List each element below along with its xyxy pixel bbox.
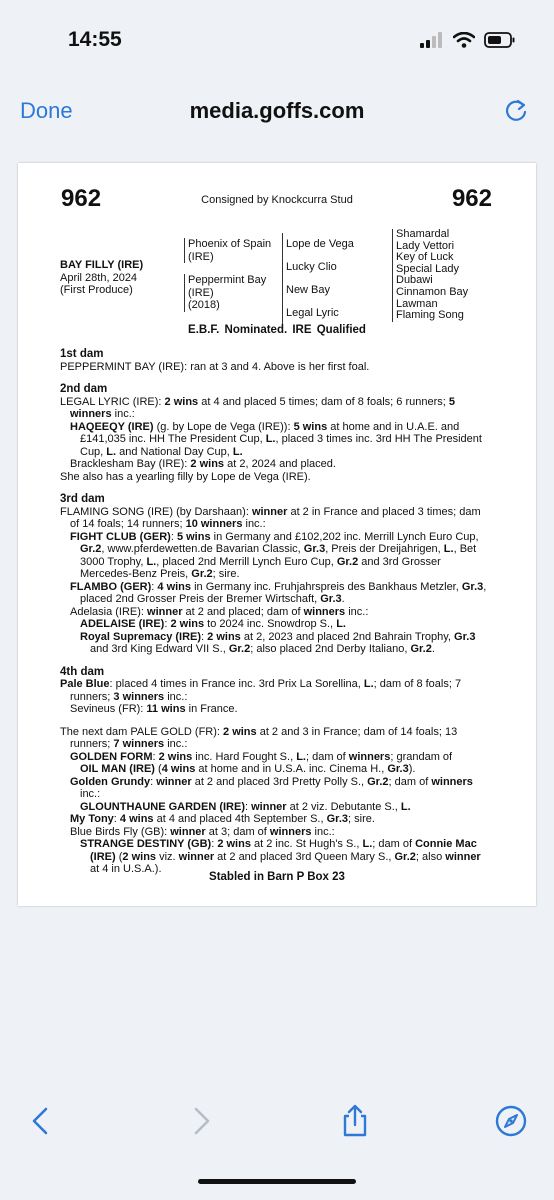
t: ; dam of bbox=[388, 775, 432, 788]
yearling-note: She also has a yearling filly by Lope de Vega (IRE). bbox=[60, 470, 311, 483]
t: winner bbox=[445, 850, 481, 863]
t: 2 wins bbox=[122, 850, 157, 863]
t: ; sire. bbox=[212, 568, 240, 580]
t: : bbox=[170, 530, 177, 543]
t: Gr.2 bbox=[336, 555, 359, 568]
t: Bracklesham Bay (IRE): bbox=[70, 458, 191, 470]
t: Gr.2 bbox=[228, 643, 251, 655]
t: Gr.3 bbox=[326, 813, 349, 825]
great-grandparent: Lady Vettori bbox=[396, 239, 455, 252]
t: : bbox=[151, 580, 158, 593]
progeny-royal-supremacy bbox=[60, 631, 492, 656]
t: ; dam of bbox=[372, 838, 416, 850]
t: FLAMING SONG (IRE) (by Darshaan): bbox=[60, 505, 252, 518]
t: L. bbox=[443, 543, 454, 555]
wifi-icon bbox=[453, 32, 475, 48]
t: FIGHT CLUB (GER) bbox=[70, 530, 171, 543]
done-button[interactable]: Done bbox=[20, 98, 73, 123]
dam-line3: (2018) bbox=[188, 299, 220, 311]
t: winner bbox=[251, 800, 287, 813]
t: Gr.3 bbox=[320, 593, 342, 605]
fourth-dam-heading: 4th dam bbox=[60, 665, 105, 678]
home-indicator bbox=[198, 1179, 356, 1184]
t: L. bbox=[363, 678, 374, 690]
first-dam-text: PEPPERMINT BAY (IRE): ran at 3 and 4. Above is her first foal. bbox=[60, 360, 370, 373]
t: at home and in U.A.E. and £141,035 inc. HH The President Cup, bbox=[80, 420, 460, 445]
t: L. bbox=[296, 750, 306, 763]
t: Gr.3 bbox=[303, 543, 326, 555]
t: at 4 in U.S.A.). bbox=[90, 863, 162, 875]
progeny-oil-man bbox=[60, 763, 492, 776]
t: in Germany inc. Fruhjahrspreis des Bankhaus Metzler, bbox=[191, 580, 462, 593]
t: The next dam PALE GOLD (FR): bbox=[60, 725, 224, 738]
t: GOLDEN FORM bbox=[70, 750, 153, 763]
sire-line1: Phoenix of Spain bbox=[188, 238, 272, 250]
first-dam-heading: 1st dam bbox=[60, 348, 104, 360]
t: Gr.2 bbox=[367, 775, 389, 788]
t: Gr.2 bbox=[191, 568, 213, 580]
t: 7 winners bbox=[113, 738, 165, 750]
t: Gr.2 bbox=[394, 850, 416, 863]
progeny-haqeeqy bbox=[60, 421, 492, 459]
grandparent: Legal Lyric bbox=[286, 307, 339, 319]
t: inc. Hard Fought S., bbox=[192, 750, 297, 763]
t: and 3rd Grosser Mercedes-Benz Preis, bbox=[80, 555, 441, 580]
t: at 2 and 3 in France; dam of 14 foals; 13 runners; bbox=[70, 725, 458, 750]
t: at 2 viz. Debutante S., bbox=[286, 800, 401, 813]
t: Gr.3 bbox=[387, 763, 409, 775]
t: at 2 inc. St Hugh's S., bbox=[250, 838, 363, 850]
t: inc.: bbox=[345, 605, 369, 618]
signal-icon bbox=[420, 32, 444, 48]
t: L. bbox=[400, 800, 411, 813]
great-grandparent: Lawman bbox=[396, 297, 438, 310]
t: ). bbox=[408, 763, 416, 775]
t: ; sire. bbox=[348, 813, 375, 825]
share-icon[interactable] bbox=[338, 1104, 372, 1138]
progeny-golden-form bbox=[60, 751, 492, 764]
grandparent: Lucky Clio bbox=[286, 261, 337, 273]
t: , Bet 3000 Trophy, bbox=[80, 543, 477, 568]
t: : bbox=[211, 838, 218, 850]
t: 5 wins bbox=[176, 530, 211, 543]
second-dam-para bbox=[60, 396, 492, 421]
safari-compass-icon[interactable] bbox=[494, 1104, 528, 1138]
second-dam-heading: 2nd dam bbox=[60, 383, 108, 395]
status-bar bbox=[0, 0, 554, 80]
t: : bbox=[113, 813, 120, 825]
progeny-my-tony bbox=[60, 813, 492, 826]
progeny-flambo bbox=[60, 581, 492, 606]
t: GLOUNTHAUNE GARDEN (IRE) bbox=[80, 800, 245, 813]
t: inc.: bbox=[111, 408, 135, 420]
grandparent: Lope de Vega bbox=[286, 238, 354, 250]
t: L. bbox=[362, 838, 373, 850]
t: Pale Blue bbox=[60, 678, 110, 690]
progeny-glounthaune-garden bbox=[60, 801, 492, 814]
t: Adelasia (IRE): bbox=[70, 605, 148, 618]
t: at 2, 2024 and placed. bbox=[224, 458, 336, 470]
horse-dob: April 28th, 2024 bbox=[60, 271, 138, 284]
great-grandparent: Special Lady bbox=[396, 262, 459, 275]
t: Gr.2 bbox=[80, 543, 102, 555]
nomination-line: E.B.F. Nominated. IRE Qualified bbox=[188, 324, 366, 336]
t: L. bbox=[265, 433, 276, 445]
t: inc.: bbox=[311, 825, 335, 838]
t: winner bbox=[156, 775, 192, 788]
progeny-fight-club bbox=[60, 531, 492, 581]
t: 2 wins bbox=[190, 458, 225, 470]
t: winner bbox=[178, 850, 215, 863]
t: Gr.3 bbox=[461, 580, 484, 593]
t: : bbox=[152, 750, 159, 763]
dam-line1: Peppermint Bay bbox=[188, 274, 267, 286]
next-dam-para bbox=[60, 726, 492, 751]
t: 2 wins bbox=[223, 725, 257, 738]
t: : bbox=[201, 630, 208, 643]
t: FLAMBO (GER) bbox=[70, 580, 152, 593]
t: at 2 and placed; dam of bbox=[182, 605, 304, 618]
t: winner bbox=[251, 505, 288, 518]
t: ; dam of bbox=[305, 750, 349, 763]
t: 2 wins bbox=[158, 750, 193, 763]
great-grandparent: Shamardal bbox=[396, 228, 450, 240]
t: : bbox=[245, 800, 252, 813]
t: at 2 and placed 3rd Queen Mary S., bbox=[214, 850, 395, 863]
t: 10 winners bbox=[185, 518, 243, 530]
horse-note: (First Produce) bbox=[60, 284, 133, 296]
progeny-adelasia bbox=[60, 606, 492, 619]
t: 2 wins bbox=[170, 618, 205, 630]
t: L. bbox=[232, 445, 243, 458]
t: 3 winners bbox=[113, 690, 165, 703]
consignor: Consigned by Knockcurra Stud bbox=[201, 194, 353, 206]
t: in Germany and £102,202 inc. Merrill Lynch Euro Cup, bbox=[210, 530, 479, 543]
t: . bbox=[341, 593, 345, 605]
t: HAQEEQY (IRE) bbox=[70, 420, 154, 433]
pedigree-sire bbox=[184, 238, 276, 263]
battery-icon bbox=[484, 32, 516, 48]
back-icon[interactable] bbox=[24, 1104, 58, 1138]
t: at 2 in France and placed 3 times; dam of 14 foals; 14 runners; bbox=[70, 505, 481, 530]
t: (g. by Lope de Vega (IRE)): bbox=[153, 420, 294, 433]
progeny-sevineus bbox=[60, 703, 492, 716]
great-grandparent: Flaming Song bbox=[396, 309, 464, 322]
t: Gr.2 bbox=[410, 643, 432, 655]
t: LEGAL LYRIC (IRE): bbox=[60, 395, 165, 408]
stabled-location: Stabled in Barn P Box 23 bbox=[209, 871, 345, 883]
progeny-strange-destiny bbox=[60, 838, 492, 876]
t: 5 winners bbox=[70, 395, 455, 420]
t: : bbox=[150, 775, 157, 788]
t: ; grandam of bbox=[390, 750, 453, 763]
progeny-golden-grundy bbox=[60, 776, 492, 801]
t: . bbox=[431, 643, 435, 655]
progeny-blue-birds-fly bbox=[60, 826, 492, 839]
browser-top-bar bbox=[0, 82, 554, 138]
great-grandparent: Cinnamon Bay bbox=[396, 285, 469, 298]
t: : placed 4 times in France inc. 3rd Prix La Sorellina, bbox=[109, 678, 364, 690]
forward-icon[interactable] bbox=[184, 1104, 218, 1138]
t: Connie Mac (IRE) bbox=[90, 838, 477, 863]
t: My Tony bbox=[70, 813, 114, 825]
third-dam-para bbox=[60, 506, 492, 531]
t: inc.: bbox=[164, 738, 188, 750]
t: and National Day Cup, bbox=[116, 445, 233, 458]
t: L. bbox=[146, 555, 157, 568]
t: at 3; dam of bbox=[205, 825, 270, 838]
progeny-adelaise bbox=[60, 618, 492, 631]
t: OIL MAN (IRE) bbox=[80, 763, 155, 775]
t: winner bbox=[170, 825, 206, 838]
catalogue-page[interactable] bbox=[18, 163, 536, 906]
t: L. bbox=[106, 445, 117, 458]
t: at 2, 2023 and placed 2nd Bahrain Trophy, bbox=[240, 630, 455, 643]
progeny-bracklesham bbox=[60, 458, 492, 471]
t: STRANGE DESTINY (GB) bbox=[80, 838, 212, 850]
status-time: 14:55 bbox=[68, 28, 122, 51]
t: at 4 and placed 4th September S., bbox=[153, 813, 327, 825]
t: winners bbox=[348, 750, 391, 763]
t: , placed 3 times inc. 3rd HH The President Cup, bbox=[80, 433, 482, 458]
t: inc.: bbox=[80, 788, 101, 800]
t: winner bbox=[147, 605, 183, 618]
sire-line2: (IRE) bbox=[188, 250, 214, 263]
t: winners bbox=[303, 605, 346, 618]
t: 11 wins bbox=[146, 703, 186, 715]
t: , placed 2nd Merrill Lynch Euro Cup, bbox=[156, 555, 337, 568]
pedigree-notes bbox=[60, 348, 492, 876]
t: ; dam of 8 foals; 7 runners; bbox=[70, 678, 462, 703]
pedigree-grandparents bbox=[282, 233, 386, 325]
t: 2 wins bbox=[217, 838, 251, 850]
great-grandparent: Key of Luck bbox=[396, 251, 454, 264]
pedigree-great-grandparents bbox=[392, 229, 506, 322]
t: 2 wins bbox=[164, 395, 199, 408]
t: at home and in U.S.A. inc. Cinema H., bbox=[195, 763, 388, 775]
t: viz. bbox=[156, 850, 179, 863]
t: Gr.3 bbox=[454, 630, 476, 643]
t: to 2024 inc. Snowdrop S., bbox=[204, 618, 337, 630]
dam-line2: (IRE) bbox=[188, 286, 214, 299]
t: winners bbox=[269, 825, 312, 838]
lot-number-left: 962 bbox=[61, 185, 102, 212]
grandparent: New Bay bbox=[286, 284, 331, 296]
reload-icon[interactable] bbox=[503, 98, 529, 124]
t: ( bbox=[115, 850, 123, 863]
t: 4 wins bbox=[157, 580, 192, 593]
t: inc.: bbox=[164, 690, 188, 703]
t: : bbox=[164, 618, 171, 630]
t: 2 wins bbox=[207, 630, 241, 643]
t: at 2 and placed 3rd Pretty Polly S., bbox=[191, 775, 368, 788]
t: ; also bbox=[415, 850, 446, 863]
t: 4 wins bbox=[161, 763, 196, 775]
t: winners bbox=[431, 775, 473, 788]
t: , www.pferdewetten.de Bavarian Classic, bbox=[101, 543, 304, 555]
t: 5 wins bbox=[293, 420, 328, 433]
t: Blue Birds Fly (GB): bbox=[70, 825, 171, 838]
t: ( bbox=[154, 763, 162, 775]
horse-details bbox=[60, 259, 180, 297]
status-icons bbox=[420, 32, 516, 48]
t: L. bbox=[336, 618, 346, 630]
t: ; also placed 2nd Derby Italiano, bbox=[250, 643, 411, 655]
t: , Preis der Dreijahrigen, bbox=[325, 543, 444, 555]
t: and 3rd King Edward VII S., bbox=[90, 643, 229, 655]
browser-bottom-toolbar bbox=[0, 1080, 554, 1160]
t: at 4 and placed 5 times; dam of 8 foals; 6 runners; bbox=[198, 395, 449, 408]
lot-number-right: 962 bbox=[451, 185, 492, 212]
pedigree-dam bbox=[184, 274, 276, 312]
fourth-dam-para bbox=[60, 678, 492, 703]
t: 4 wins bbox=[119, 813, 154, 825]
url-label: media.goffs.com bbox=[189, 98, 365, 123]
t: Royal Supremacy (IRE) bbox=[80, 630, 202, 643]
great-grandparent: Dubawi bbox=[396, 274, 433, 287]
third-dam-heading: 3rd dam bbox=[60, 493, 105, 505]
horse-name: BAY FILLY (IRE) bbox=[60, 259, 144, 271]
t: in France. bbox=[185, 703, 238, 715]
t: Sevineus (FR): bbox=[70, 703, 147, 715]
t: ADELAISE (IRE) bbox=[80, 618, 165, 630]
t: inc.: bbox=[242, 518, 266, 530]
t: Golden Grundy bbox=[70, 775, 151, 788]
t: , placed 2nd Grosser Preis der Bremer Wirtschaft, bbox=[80, 580, 487, 605]
